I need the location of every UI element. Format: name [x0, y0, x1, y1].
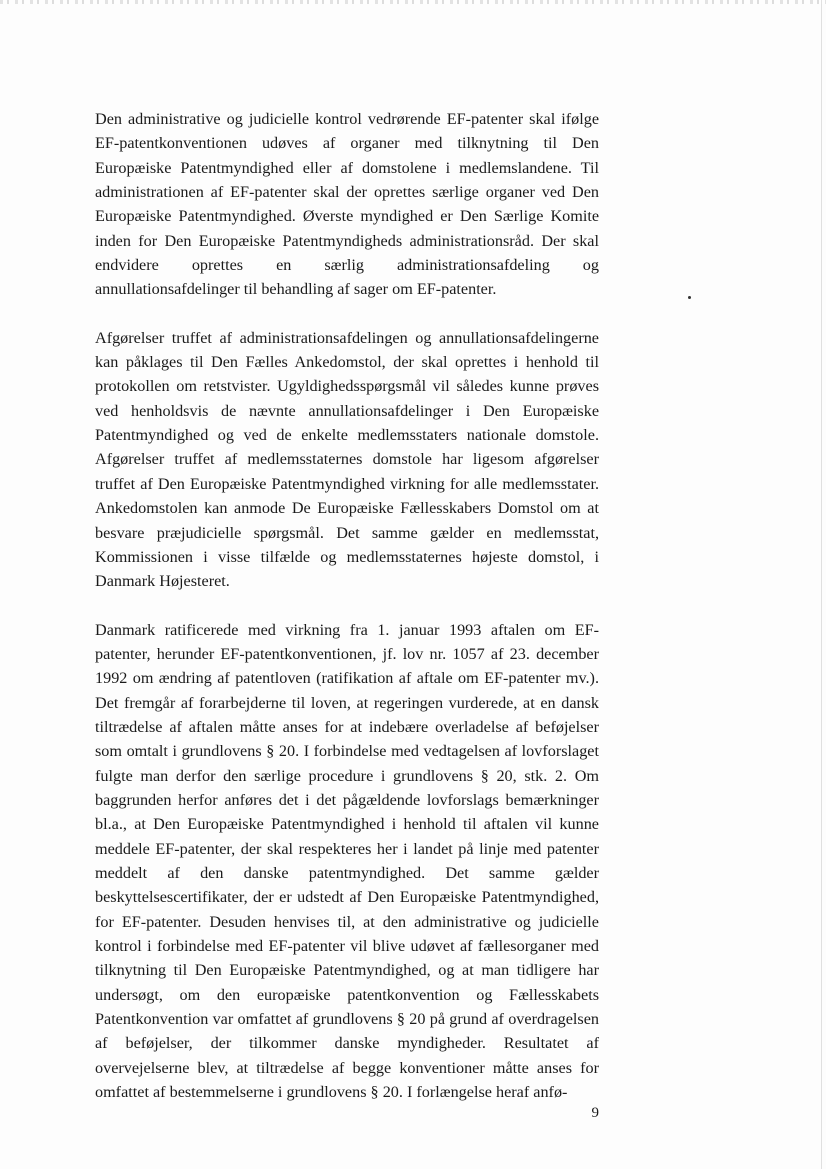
scan-top-edge: [0, 0, 826, 4]
paragraph-1: Den administrative og judicielle kontrol vedrørende EF-patenter skal ifølge EF-patentkonventionen udøves af organer med tilknytning til Den Europæiske Patentmyndighed eller af domstolene i medlemslandene. Til administrationen af EF-patenter skal der oprettes særlige organer ved Den Europæiske Patentmyndighed. Øverste myndighed er Den Særlige Komite inden for Den Europæiske Patentmyndigheds administrationsråd. Der skal endvidere oprettes en særlig administrationsafdeling og annullationsafdelinger til behandling af sager om EF-patenter.: [95, 110, 599, 299]
body-text: [95, 107, 599, 1104]
scan-right-edge: [821, 0, 822, 1169]
page-number: 9: [591, 1105, 599, 1121]
scan-speck: [688, 296, 691, 299]
paragraph-3: Danmark ratificerede med virkning fra 1. januar 1993 aftalen om EF-patenter, herunder EF-patentkonventionen, jf. lov nr. 1057 af 23. december 1992 om ændring af patentloven (ratifikation af aftale om EF-patenter mv.). Det fremgår af forarbejderne til loven, at regeringen vurderede, at en dansk tiltrædelse af aftalen måtte anses for at indebære overladelse af beføjelser som omtalt i grundlovens § 20. I forbindelse med vedtagelsen af lovforslaget fulgte man derfor den særlige procedure i grundlovens § 20, stk. 2. Om baggrunden herfor anføres det i det pågældende lovforslags bemærkninger bl.a., at Den Europæiske Patentmyndighed i henhold til aftalen vil kunne meddele EF-patenter, der skal respekteres her i landet på linje med patenter meddelt af den danske patentmyndighed. Det samme gælder beskyttelsescertifikater, der er udstedt af Den Europæiske Patentmyndighed, for EF-patenter. Desuden henvises til, at den administrative og judicielle kontrol i forbindelse med EF-patenter vil blive udøvet af fællesorganer med tilknytning til Den Europæiske Patentmyndighed, og at man tidligere har undersøgt, om den europæiske patentkonvention og Fællesskabets Patentkonvention var omfattet af grundlovens § 20 på grund af overdragelsen af beføjelser, der tilkommer danske myndigheder. Resultatet af overvejelserne blev, at tiltrædelse af begge konventioner måtte anses for omfattet af bestemmelserne i grundlovens § 20. I forlængelse heraf anfø-: [95, 620, 599, 1102]
paragraph-2: Afgørelser truffet af administrationsafdelingen og annullationsafdelingerne kan påklages til Den Fælles Ankedomstol, der skal oprettes i henhold til protokollen om retstvister. Ugyldighedsspørgsmål vil således kunne prøves ved henholdsvis de nævnte annullationsafdelinger i Den Europæiske Patentmyndighed og ved de enkelte medlemsstaters nationale domstole. Afgørelser truffet af medlemsstaternes domstole har ligesom afgørelser truffet af Den Europæiske Patentmyndighed virkning for alle medlemsstater. Ankedomstolen kan anmode De Europæiske Fællesskabers Domstol om at besvare præjudicielle spørgsmål. Det samme gælder en medlemsstat, Kommissionen i visse tilfælde og medlemsstaternes højeste domstol, i Danmark Højesteret.: [95, 328, 599, 591]
